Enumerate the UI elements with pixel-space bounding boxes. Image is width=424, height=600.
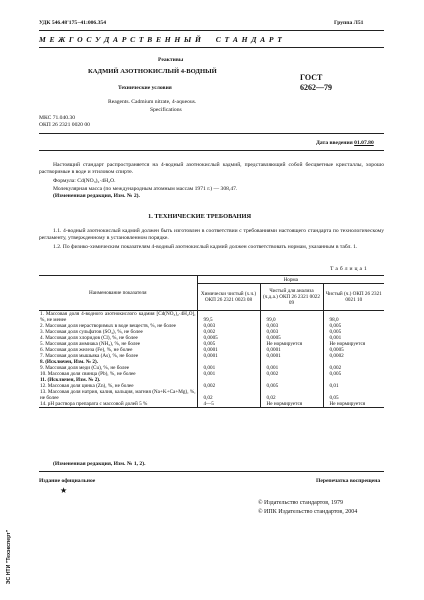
- row-value-analytical-grade: 0,003: [260, 329, 323, 335]
- row-value-chemically-pure: 0,005: [197, 341, 260, 347]
- gost-label: ГОСТ: [300, 73, 323, 82]
- row-value-chemically-pure: 0,0001: [197, 353, 260, 359]
- title-block-rule: [39, 133, 384, 134]
- row-indicator: 13. Массовая доля натрия, калия, кальция, магния (Na+K+Ca+Mg), %, не более: [40, 389, 196, 401]
- row-indicator: 2. Массовая доля нерастворимых в воде веществ, %, не более: [40, 323, 176, 329]
- clause-1-2: 1.2. По физико-химическим показателям 4-водный азотнокислый кадмий должен соответствовать нормам, указанным в табл. 1.: [53, 244, 358, 250]
- row-value-analytical-grade: 0,005: [260, 383, 323, 389]
- row-value-pure: 0,05: [323, 389, 384, 401]
- row-value-pure: 98,0: [323, 311, 384, 324]
- intro-paragraph: Настоящий стандарт распространяется на 4-водный азотнокислый кадмий, представляющий собой бесцветные кристаллы, хорошо растворимые в воде и этиловом спирте.: [39, 162, 384, 176]
- document-title: КАДМИЙ АЗОТНОКИСЛЫЙ 4-ВОДНЫЙ: [88, 68, 217, 75]
- row-indicator: 3. Массовая доля сульфатов (SO₄), %, не более: [40, 329, 143, 335]
- row-value-analytical-grade: 0,001: [260, 365, 323, 371]
- row-value-chemically-pure: 0,001: [197, 371, 260, 377]
- row-value-analytical-grade: Не нормируется: [260, 341, 323, 347]
- row-value-chemically-pure: 0,0001: [197, 347, 260, 353]
- row-value-analytical-grade: 99,0: [260, 311, 323, 324]
- row-value-analytical-grade: Не нормируется: [260, 401, 323, 408]
- row-value-analytical-grade: 0,0001: [260, 353, 323, 359]
- table-edit-note: (Измененная редакция, Изм. № 1, 2).: [53, 461, 146, 467]
- row-indicator: 6. Массовая доля железа (Fe), %, не более: [40, 347, 133, 353]
- udk-code: УДК 546.48'175−41:006.354: [39, 20, 106, 26]
- gost-number: 6262—79: [300, 83, 332, 92]
- table-row: [39, 401, 384, 408]
- row-value-chemically-pure: 0,002: [197, 329, 260, 335]
- molecular-mass-line: Молекулярная масса (по международным атомным массам 1971 г.) — 308,47.: [53, 186, 238, 192]
- row-value-analytical-grade: 0,003: [260, 323, 323, 329]
- row-value-chemically-pure: 0,001: [197, 365, 260, 371]
- copyright-2004: © ИПК Издательство стандартов, 2004: [258, 509, 358, 515]
- row-value-pure: 0,001: [323, 335, 384, 341]
- document-subtitle: Технические условия: [118, 85, 172, 91]
- header-rule-bottom: [39, 47, 384, 48]
- row-value-pure: Не нормируется: [323, 341, 384, 347]
- star-icon: ★: [60, 486, 68, 495]
- row-indicator: 4. Массовая доля хлоридов (Cl), %, не более: [40, 335, 138, 341]
- header-chemically-pure: Химически чистый (х.ч.) ОКП 26 2321 0023 08: [197, 284, 260, 311]
- footer-rule: [39, 471, 384, 472]
- row-value-chemically-pure: 0,002: [197, 383, 260, 389]
- category-label: Реактивы: [158, 57, 184, 63]
- header-rule-top: [39, 30, 384, 31]
- row-value-chemically-pure: 0,0005: [197, 335, 260, 341]
- header-norm: Норма: [197, 276, 384, 284]
- row-value-pure: Не нормируется: [323, 401, 384, 408]
- row-indicator: 7. Массовая доля мышьяка (As), %, не более: [40, 353, 139, 359]
- formula-line: Формула: Cd(NO₃)₂·4H₂O.: [53, 178, 116, 184]
- official-edition: Издание официальное: [39, 478, 96, 484]
- reprint-prohibited: Перепечатка воспрещена: [316, 478, 381, 484]
- okp-code: ОКП 26 2321 0020 00: [39, 122, 90, 128]
- row-value-chemically-pure: 4—5: [197, 401, 260, 408]
- table-row: [39, 389, 384, 401]
- standard-banner: М Е Ж Г О С У Д А Р С Т В Е Н Н Ы Й С Т А Н Д А Р Т: [39, 35, 283, 44]
- row-value-pure: 0,005: [323, 371, 384, 377]
- header-indicator: Наименование показателя: [39, 276, 197, 311]
- row-value-pure: 0,005: [323, 329, 384, 335]
- row-indicator: 12. Массовая доля цинка (Zn), %, не более: [40, 383, 134, 389]
- row-value-pure: 0,0002: [323, 353, 384, 359]
- table-caption: Т а б л и ц а 1: [330, 266, 368, 272]
- row-indicator: 8. (Исключен, Изм. № 2).: [40, 359, 99, 365]
- row-indicator: 5. Массовая доля аммиака (NH₃), %, не более: [40, 341, 141, 347]
- row-value-chemically-pure: 0,003: [197, 323, 260, 329]
- specifications-table: [39, 275, 384, 408]
- row-indicator: 10. Массовая доля свинца (Pb), %, не более: [40, 371, 136, 377]
- row-indicator: 14. pH раствора препарата с массовой долей 5 %: [39, 401, 197, 408]
- copyright-1979: © Издательство стандартов, 1979: [258, 500, 344, 506]
- english-title-line1: Reagents. Cadmium nitrate, 4-aqueous.: [108, 99, 197, 105]
- english-title-line2: Specifications: [150, 107, 182, 113]
- row-value-pure: 0,002: [323, 365, 384, 371]
- intro-date: [316, 140, 374, 147]
- row-value-analytical-grade: 0,0005: [260, 335, 323, 341]
- row-value-pure: 0,0005: [323, 347, 384, 353]
- group-code: Группа Л51: [334, 20, 364, 26]
- row-value-analytical-grade: 0,02: [260, 389, 323, 401]
- date-rule: [39, 150, 384, 151]
- mks-code: МКС 71.040.30: [39, 115, 76, 121]
- row-value-analytical-grade: 0,002: [260, 371, 323, 377]
- row-value-chemically-pure: 99,5: [197, 311, 260, 324]
- section-heading: 1. ТЕХНИЧЕСКИЕ ТРЕБОВАНИЯ: [148, 213, 252, 220]
- header-pure: Чистый (ч.) ОКП 26 2321 0021 10: [323, 284, 384, 311]
- table-row: [39, 311, 384, 324]
- row-value-pure: 0,005: [323, 323, 384, 329]
- row-indicator: 11. (Исключен, Изм. № 2).: [40, 377, 101, 383]
- header-analytical-grade: Чистый для анализа (ч.д.а.) ОКП 26 2321 0022 09: [260, 284, 323, 311]
- row-indicator: 9. Массовая доля меди (Cu), %, не более: [40, 365, 130, 371]
- intro-date-label: Дата введения: [316, 140, 353, 146]
- row-value-pure: 0,01: [323, 383, 384, 389]
- clause-1-1: 1.1. 4-водный азотнокислый кадмий должен быть изготовлен в соответствии с требованиями настоящего стандарта по технологическому регламенту, утвержденному в установленном порядке.: [39, 228, 384, 242]
- row-value-analytical-grade: 0,0001: [260, 347, 323, 353]
- intro-edit-note: (Измененная редакция, Изм. № 2).: [53, 193, 140, 199]
- stamp-text: ЭС НТИ "Техэксперт": [6, 529, 12, 585]
- intro-date-value: 01.07.80: [354, 140, 374, 146]
- row-value-chemically-pure: 0,02: [197, 389, 260, 401]
- row-indicator: 1. Массовая доля 4-водного азотнокислого кадмия [Cd(NO₃)₂·4H₂O], %, не менее: [40, 311, 196, 323]
- side-stamp: [4, 528, 12, 588]
